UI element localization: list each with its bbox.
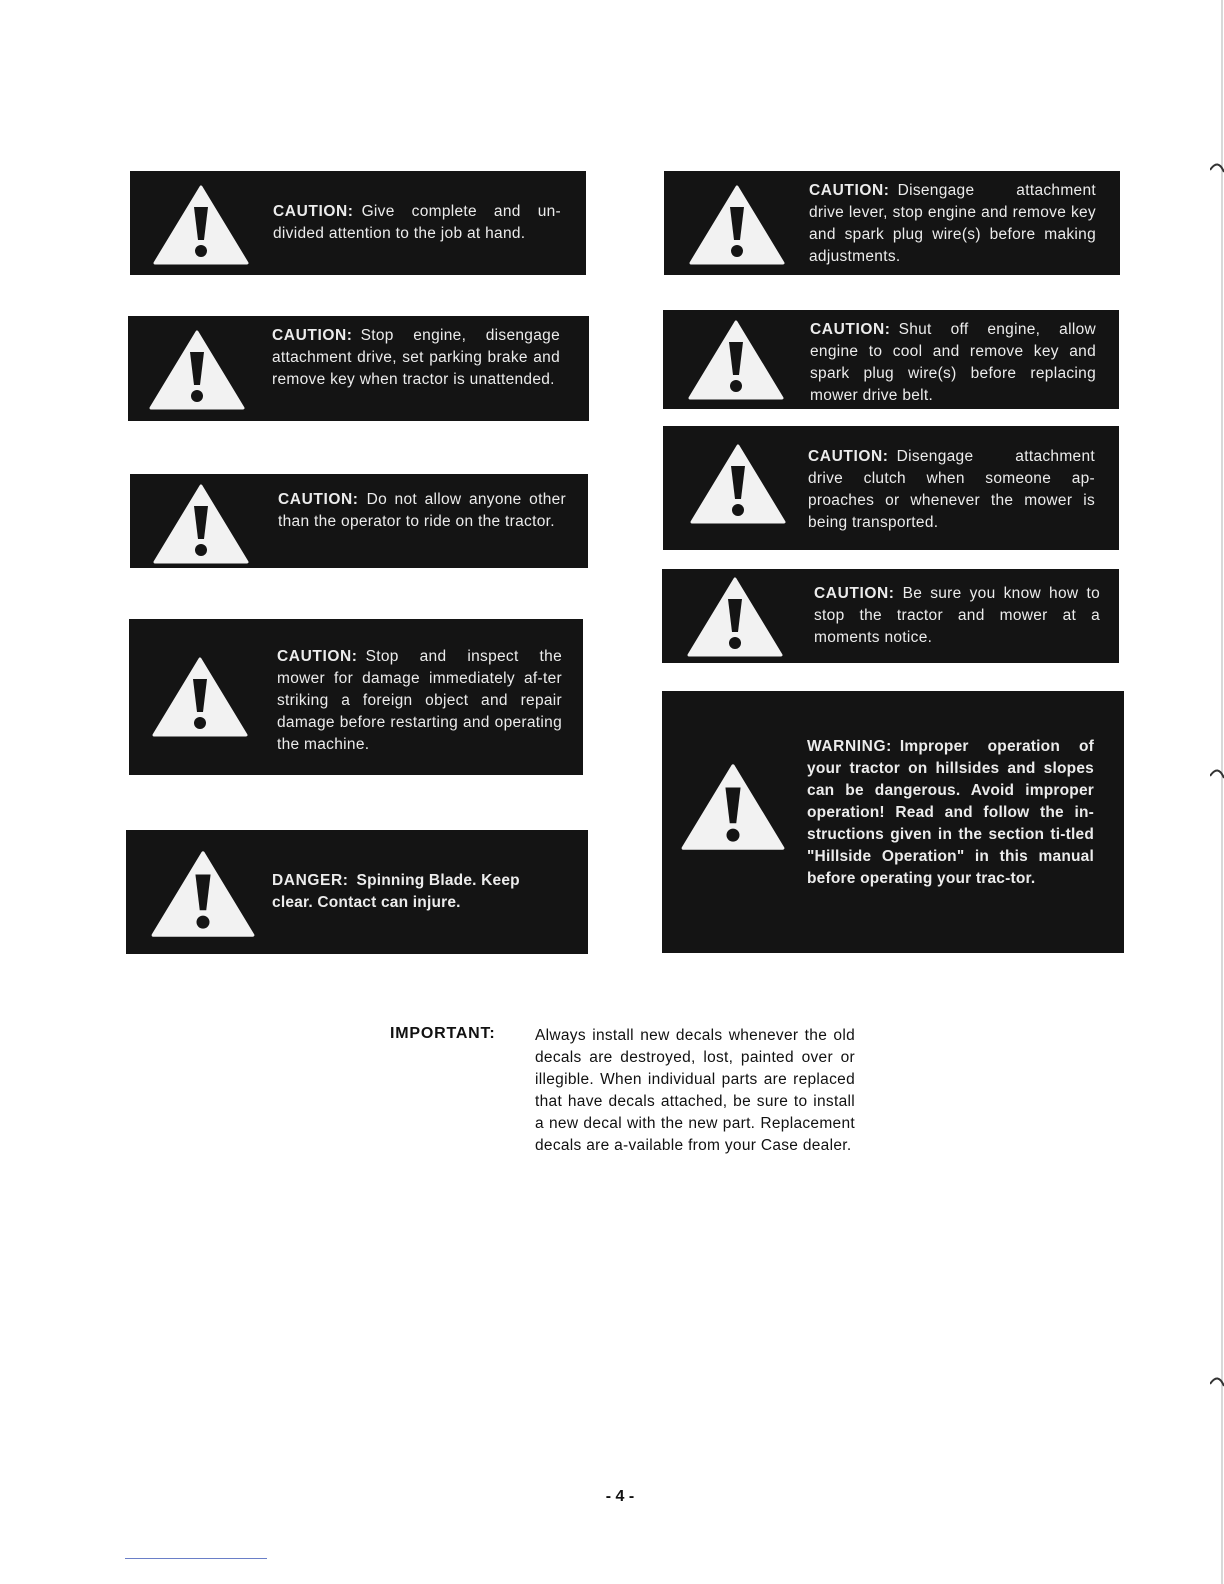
decal-label: CAUTION: [278,491,359,508]
decal-no-riders [130,474,588,568]
important-label: IMPORTANT: [390,1025,496,1042]
warning-triangle-icon [686,575,784,659]
decal-body: Be sure you know how to stop the tractor and mower at a moments notice. [814,585,1100,646]
decal-attention [130,171,586,275]
warning-triangle-icon [150,848,256,940]
important-text: Always install new decals whenever the old decals are destroyed, lost, painted over or illegible. When individual parts are replaced that have decals attached, be sure to install a new decal with the new part. Replacement decals are a-vailable from your Case dealer. [535,1027,855,1154]
page-number: - 4 - [605,1488,635,1505]
decal-label: CAUTION: [810,321,891,338]
decal-message [814,583,1100,649]
bottom-rule [125,1558,267,1559]
decal-message [808,446,1095,534]
decal-message [807,736,1094,890]
decal-label: DANGER: [272,872,349,889]
decal-know-stop [662,569,1119,663]
decal-unattended [128,316,589,421]
decal-body: Stop and inspect the mower for damage immediately af-ter striking a foreign object and repair damage before restarting and operating the machine. [277,648,562,753]
decal-label: WARNING: [807,738,892,755]
decal-message [278,489,566,533]
decal-message [277,646,562,756]
decal-message [809,180,1096,268]
decal-hillside-warning [662,691,1124,953]
decal-label: CAUTION: [272,327,353,344]
warning-triangle-icon [148,328,246,412]
decal-label: CAUTION: [277,648,358,665]
decal-body: Spinning Blade. Keep clear. Contact can injure. [272,872,520,911]
warning-triangle-icon [151,655,249,739]
decal-spinning-blade [126,830,588,954]
decal-body: Stop engine, disengage attachment drive, set parking brake and remove key when tractor is unattended. [272,327,560,388]
warning-triangle-icon [152,183,250,267]
decal-message [810,319,1096,407]
decal-drive-belt [663,310,1119,409]
decal-transport [663,426,1119,550]
decal-label: CAUTION: [273,203,354,220]
decal-body: Do not allow anyone other than the operator to ride on the tractor. [278,491,566,530]
decal-label: CAUTION: [814,585,895,602]
decal-label: CAUTION: [808,448,889,465]
decal-body: Disengage attachment drive lever, stop engine and remove key and spark plug wire(s) before making adjustments. [809,182,1096,265]
decal-body: Disengage attachment drive clutch when someone ap-proaches or whenever the mower is being transported. [808,448,1095,531]
binder-hole-marks [1210,0,1224,1584]
decal-body: Shut off engine, allow engine to cool and remove key and spark plug wire(s) before replacing mower drive belt. [810,321,1096,404]
warning-triangle-icon [687,318,785,402]
warning-triangle-icon [688,183,786,267]
warning-triangle-icon [689,442,787,526]
warning-triangle-icon [152,482,250,566]
decal-message [272,870,562,914]
decal-body: Improper operation of your tractor on hillsides and slopes can be dangerous. Avoid improper operation! Read and follow the in-structions given in the section ti-tled "Hillside Operation" in this manual before operating your trac-tor. [807,738,1094,887]
decal-inspect-mower [129,619,583,775]
decal-body: Give complete and un-divided attention to the job at hand. [273,203,561,242]
decal-label: CAUTION: [809,182,890,199]
warning-triangle-icon [680,761,786,853]
decal-message [272,325,560,391]
decal-adjustments [664,171,1120,275]
decal-message [273,201,561,245]
